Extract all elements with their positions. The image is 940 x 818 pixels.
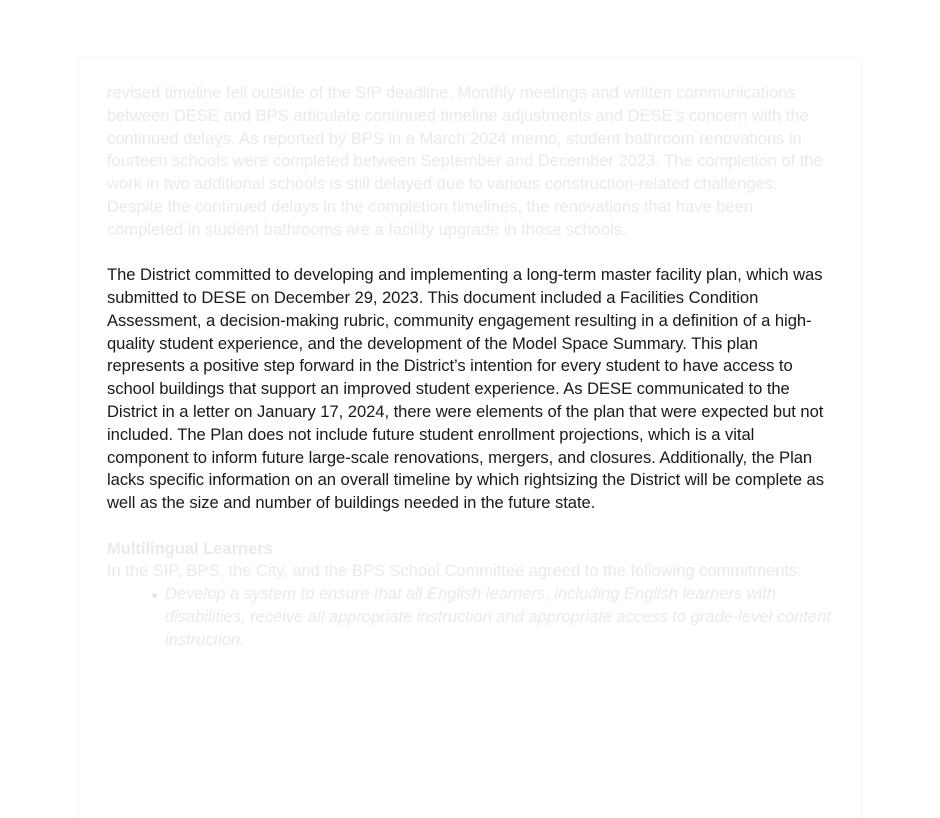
list-item xyxy=(107,583,833,651)
bullet-dot-icon xyxy=(152,593,157,598)
document-content xyxy=(107,82,833,652)
section-intro-paragraph: In the SIP, BPS, the City, and the BPS School Committee agreed to the following commitments: xyxy=(107,561,802,581)
section-heading-multilingual-learners: Multilingual Learners xyxy=(107,538,273,558)
main-paragraph: The District committed to developing and implementing a long-term master facility plan, which was submitted to DESE on December 29, 2023. This document included a Facilities Condition Assessment, a decision-making rubric, community engagement resulting in a definition of a high-quality student experience, and the development of the Model Space Summary. This plan represents a positive step forward in the District’s intention for every student to have access to school buildings that support an improved student experience. As DESE communicated to the District in a letter on January 17, 2024, there were elements of the plan that were expected but not included. The Plan does not include future student enrollment projections, which is a vital component to inform future large-scale renovations, mergers, and closures. Additionally, the Plan lacks specific information on an overall timeline by which rightsizing the District will be complete as well as the size and number of buildings needed in the future state. xyxy=(107,265,824,513)
list-item-text: Develop a system to ensure that all English learners, including English learners with disabilities, receive all appropriate instruction and appropriate access to grade-level content instruction. xyxy=(165,584,831,649)
commitments-list xyxy=(107,583,833,651)
document-page xyxy=(79,58,861,818)
context-paragraph: revised timeline fell outside of the SIP deadline. Monthly meetings and written communications between DESE and BPS articulate continued timeline adjustments and DESE’s concern with the continued delays. As reported by BPS in a March 2024 memo, student bathroom renovations in fourteen schools were completed between September and December 2023. The completion of the work in two additional schools is still delayed due to various construction-related challenges. Despite the continued delays in the completion timelines, the renovations that have been completed in student bathrooms are a facility upgrade in those schools. xyxy=(107,83,823,239)
